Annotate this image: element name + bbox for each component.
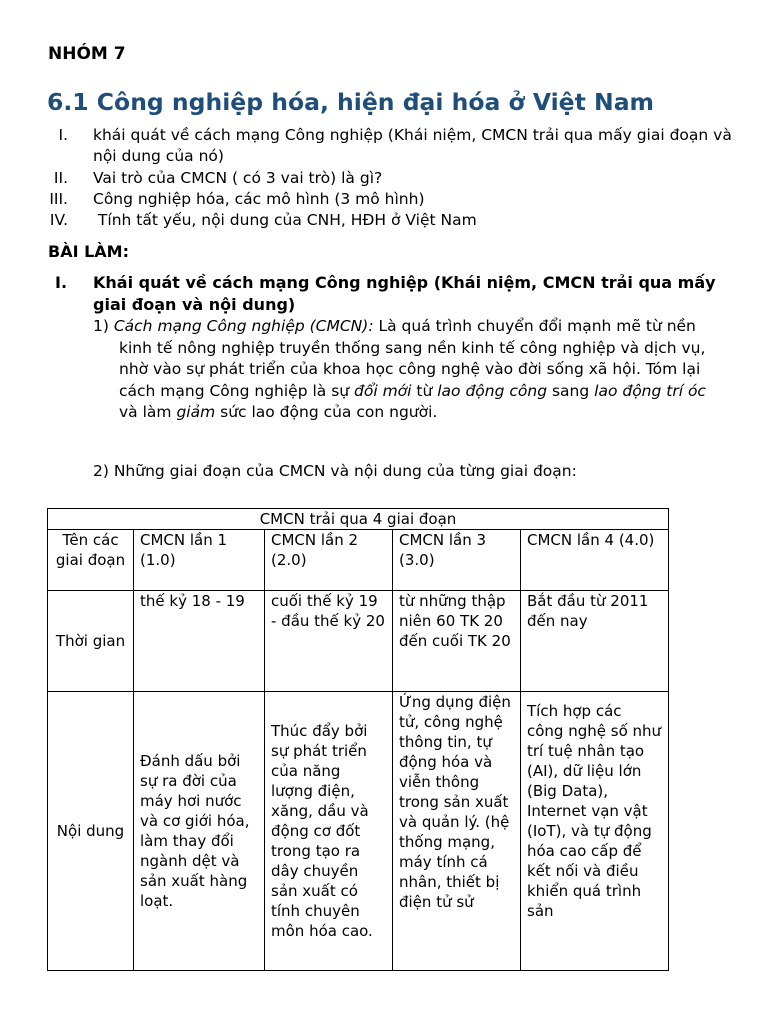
item-prefix: 1) <box>93 317 114 335</box>
outline-text: Tính tất yếu, nội dung của CNH, HĐH ở Việt Nam <box>93 211 477 229</box>
section-title: Khái quát về cách mạng Công nghiệp (Khái niệm, CMCN trải qua mấy giai đoạn và nội dung) <box>93 273 716 314</box>
cell-text: Tích hợp các công nghệ số như trí tuệ nhân tạo (AI), dữ liệu lớn (Big Data), Internet vạn vật (IoT), và tự động hóa cao cấp để kết nối và điều khiển quá trình sản <box>527 702 662 920</box>
table-header-cell: Tên các giai đoạn <box>48 530 134 591</box>
table-row-label: Thời gian <box>48 591 134 692</box>
outline-text: Công nghiệp hóa, các mô hình (3 mô hình) <box>93 190 425 208</box>
table-cell <box>134 692 265 971</box>
section-number: I. <box>55 273 68 292</box>
table-header-row <box>48 530 669 591</box>
table-cell: từ những thập niên 60 TK 20 đến cuối TK 20 <box>393 591 521 692</box>
outline-number: IV. <box>49 211 68 229</box>
outline-number: II. <box>53 169 68 187</box>
definition-text: và làm <box>119 403 177 421</box>
table-cell <box>393 692 521 971</box>
outline-item <box>0 125 768 169</box>
table-cell: Bắt đầu từ 2011 đến nay <box>521 591 669 692</box>
table-row <box>48 692 669 971</box>
emphasis-text: lao động trí óc <box>594 381 706 400</box>
term-label: Cách mạng Công nghiệp (CMCN): <box>113 317 374 335</box>
outline-text: khái quát về cách mạng Công nghiệp (Khái niệm, CMCN trải qua mấy giai đoạn và nội dung của nó) <box>93 126 732 165</box>
table-row-label: Nội dung <box>48 692 134 971</box>
outline-number: III. <box>49 190 68 208</box>
definition-text: sức lao động của con người. <box>215 403 438 421</box>
stages-table <box>47 508 669 971</box>
table-cell: cuối thế kỷ 19 - đầu thế kỷ 20 <box>265 591 393 692</box>
definition-paragraph <box>93 316 713 424</box>
document-title: 6.1 Công nghiệp hóa, hiện đại hóa ở Việt Nam <box>47 88 655 116</box>
table-caption-row <box>48 509 669 530</box>
table-cell <box>265 692 393 971</box>
group-heading: NHÓM 7 <box>48 44 126 64</box>
emphasis-text: giảm <box>176 403 216 421</box>
cell-text: Đánh dấu bởi sự ra đời của máy hơi nước và cơ giới hóa, làm thay đổi ngành dệt và sản xuất hàng loạt. <box>140 752 250 910</box>
outline-text: Vai trò của CMCN ( có 3 vai trò) là gì? <box>93 169 383 187</box>
table-header-cell: CMCN lần 2 (2.0) <box>265 530 393 591</box>
table-cell <box>521 692 669 971</box>
cell-text: Ứng dụng điện tử, công nghệ thông tin, tự động hóa và viễn thông trong sản xuất và quản lý. (hệ thống mạng, máy tính cá nhân, thiết bị điện tử sử <box>399 693 511 911</box>
bai-lam-heading: BÀI LÀM: <box>48 242 129 261</box>
cell-text: Thúc đẩy bởi sự phát triển của năng lượng điện, xăng, dầu và động cơ đốt trong tạo ra dây chuyền sản xuất có tính chuyên môn hóa cao. <box>271 722 373 940</box>
table-header-cell: CMCN lần 1 (1.0) <box>134 530 265 591</box>
definition-text: từ <box>411 381 438 400</box>
outline-number: I. <box>58 126 68 144</box>
stages-intro: 2) Những giai đoạn của CMCN và nội dung của từng giai đoạn: <box>93 462 577 480</box>
emphasis-text: đổi mới <box>354 381 412 400</box>
table-header-cell: CMCN lần 4 (4.0) <box>521 530 669 591</box>
definition-text: Là quá trình chuyển đổi mạnh mẽ từ nền kinh tế nông nghiệp truyền thống sang nền kinh tế công nghiệp và dịch vụ, nhờ vào sự phát triển của khoa học công nghệ vào đời sống xã hội. Tóm lại cách mạng Công nghiệp là sự <box>119 317 706 400</box>
definition-text: sang <box>547 381 595 400</box>
table-header-cell: CMCN lần 3 (3.0) <box>393 530 521 591</box>
emphasis-text: lao động công <box>437 381 548 400</box>
table-row <box>48 591 669 692</box>
table-cell: thế kỷ 18 - 19 <box>134 591 265 692</box>
table-caption: CMCN trải qua 4 giai đoạn <box>48 509 669 530</box>
